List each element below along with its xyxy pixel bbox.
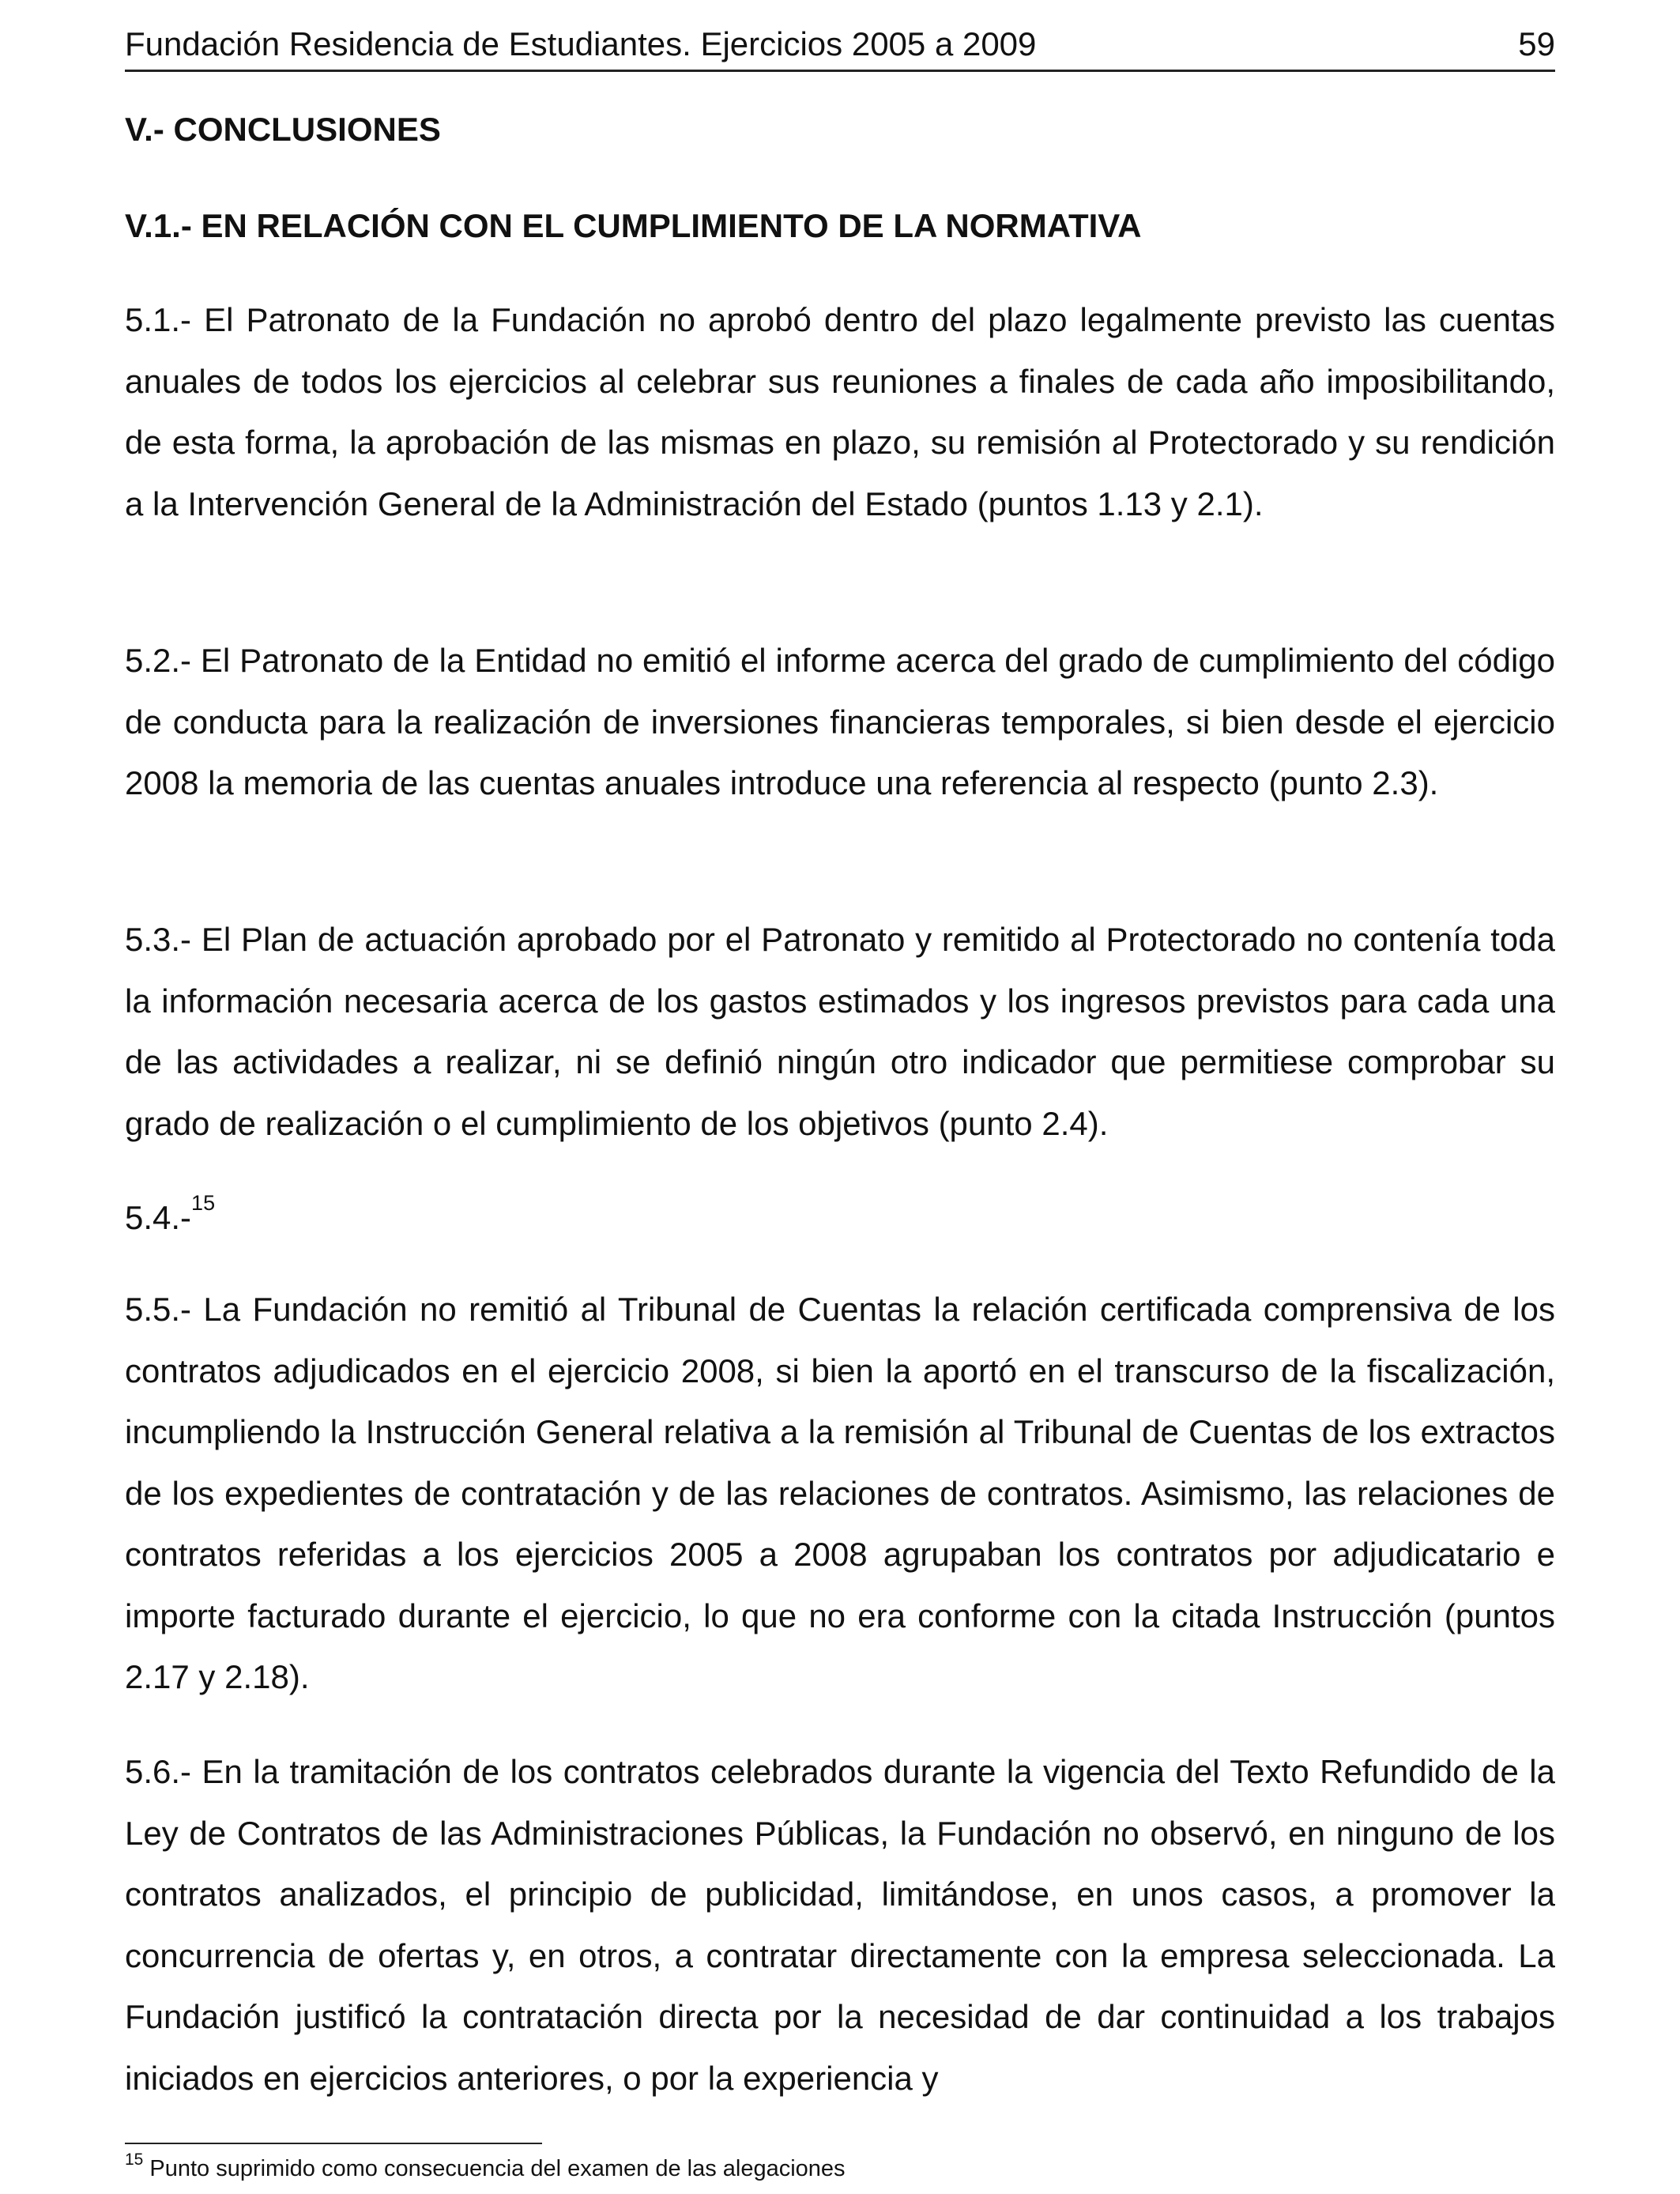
- section-heading: V.- CONCLUSIONES: [125, 111, 441, 148]
- footnote-divider: [125, 2143, 542, 2144]
- header-title: Fundación Residencia de Estudiantes. Ejercicios 2005 a 2009: [125, 25, 1037, 62]
- paragraph-5-4: [125, 1187, 1555, 1249]
- paragraph-5-2: 5.2.- El Patronato de la Entidad no emitió el informe acerca del grado de cumplimiento del código de conducta para la realización de inversiones financieras temporales, si bien desde el ejercicio 2008 la memoria de las cuentas anuales introduce una referencia al respecto (punto 2.3).: [125, 642, 1555, 801]
- paragraph-5-3: 5.3.- El Plan de actuación aprobado por el Patronato y remitido al Protectorado no contenía toda la información necesaria acerca de los gastos estimados y los ingresos previstos para cada una de las actividades a realizar, ni se definió ningún otro indicador que permitiese comprobar su grado de realización o el cumplimiento de los objetivos (punto 2.4).: [125, 921, 1555, 1142]
- footnote: [125, 2153, 846, 2185]
- paragraph-5-5: 5.5.- La Fundación no remitió al Tribunal de Cuentas la relación certificada comprensiva de los contratos adjudicados en el ejercicio 2008, si bien la aportó en el transcurso de la fiscalización, incumpliendo la Instrucción General relativa a la remisión al Tribunal de Cuentas de los extractos de los expedientes de contratación y de las relaciones de contratos. Asimismo, las relaciones de contratos referidas a los ejercicios 2005 a 2008 agrupaban los contratos por adjudicatario e importe facturado durante el ejercicio, lo que no era conforme con la citada Instrucción (puntos 2.17 y 2.18).: [125, 1291, 1555, 1695]
- paragraph-5-6: 5.6.- En la tramitación de los contratos celebrados durante la vigencia del Texto Refundido de la Ley de Contratos de las Administraciones Públicas, la Fundación no observó, en ninguno de los contratos analizados, el principio de publicidad, limitándose, en unos casos, a promover la concurrencia de ofertas y, en otros, a contratar directamente con la empresa seleccionada. La Fundación justificó la contratación directa por la necesidad de dar continuidad a los trabajos iniciados en ejercicios anteriores, o por la experiencia y: [125, 1753, 1555, 2097]
- footnote-number: 15: [125, 2151, 144, 2169]
- subsection-heading: V.1.- EN RELACIÓN CON EL CUMPLIMIENTO DE LA NORMATIVA: [125, 207, 1142, 244]
- page-number: 59: [1518, 25, 1555, 62]
- footnote-text: Punto suprimido como consecuencia del examen de las alegaciones: [149, 2156, 846, 2181]
- paragraph-5-1: 5.1.- El Patronato de la Fundación no aprobó dentro del plazo legalmente previsto las cuentas anuales de todos los ejercicios al celebrar sus reuniones a finales de cada año imposibilitando, de esta forma, la aprobación de las mismas en plazo, su remisión al Protectorado y su rendición a la Intervención General de la Administración del Estado (puntos 1.13 y 2.1).: [125, 301, 1555, 522]
- page-header: [125, 22, 1555, 72]
- footnote-reference[interactable]: 15: [191, 1191, 216, 1215]
- paragraph-5-4-text: 5.4.-: [125, 1199, 192, 1236]
